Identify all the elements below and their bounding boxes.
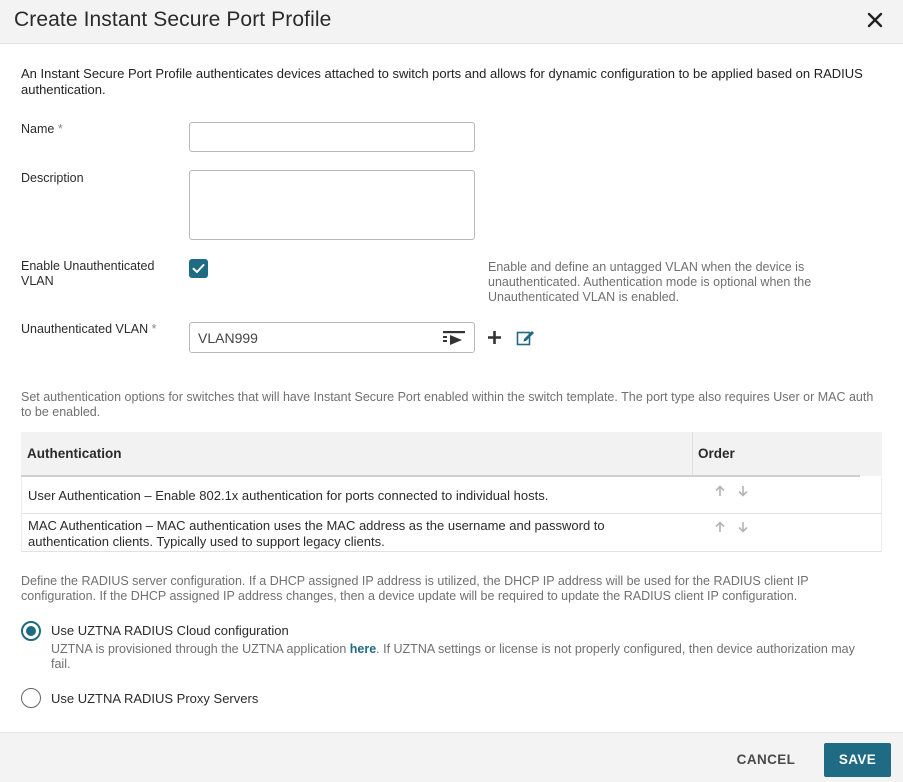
required-marker: * [57,122,63,136]
auth-table-header [21,432,882,476]
auth-table [21,432,882,552]
uztna-proxy-label[interactable]: Use UZTNA RADIUS Proxy Servers [51,691,259,706]
save-button[interactable]: SAVE [824,743,891,777]
close-icon[interactable] [865,10,885,30]
unauth-vlan-value: VLAN999 [198,330,258,346]
unauth-vlan-help: Enable and define an untagged VLAN when the device is unauthenticated. Authentication mode is optional when the Unauthenticated VLAN is enabled. [488,260,812,304]
uztna-desc-text: UZTNA is provisioned through the UZTNA application [51,642,350,656]
description-input[interactable] [189,170,475,240]
column-divider [692,432,693,476]
description-label: Description [21,171,84,185]
column-header-order: Order [698,446,735,461]
intro-text: An Instant Secure Port Profile authenticates devices attached to switch ports and allows for dynamic configuration to be applied based on RADIUS authentication. [21,66,863,97]
cancel-button[interactable]: CANCEL [736,752,796,767]
auth-intro-text: Set authentication options for switches that will have Instant Secure Port enabled within the switch template. The port type also requires User or MAC auth to be enabled. [21,390,874,419]
edit-icon[interactable] [516,329,535,346]
move-down-icon[interactable] [737,521,749,533]
name-label [21,122,63,137]
add-icon[interactable] [487,330,502,345]
table-row[interactable] [21,514,882,552]
enable-unauth-vlan-checkbox[interactable] [189,259,208,278]
order-controls [714,521,750,535]
uztna-here-link[interactable]: here [349,642,377,656]
uztna-cloud-radio[interactable] [21,621,41,641]
move-down-icon[interactable] [737,485,749,497]
column-header-authentication: Authentication [27,446,122,461]
uztna-cloud-label[interactable]: Use UZTNA RADIUS Cloud configuration [51,623,289,638]
unauth-vlan-label-text: Unauthenticated VLAN [21,322,149,336]
dialog-title: Create Instant Secure Port Profile [14,8,332,31]
dialog-footer [0,732,903,782]
auth-row-text: User Authentication – Enable 802.1x authentication for ports connected to individual hosts. [28,488,549,503]
order-controls [714,485,750,499]
required-marker: * [151,322,157,336]
uztna-proxy-radio[interactable] [21,688,41,708]
auth-row-text: MAC Authentication – MAC authentication uses the MAC address as the username and password to authentication clients. Typically used to support legacy clients. [28,518,605,549]
move-up-icon[interactable] [714,485,726,497]
list-select-icon[interactable] [442,329,466,347]
move-up-icon[interactable] [714,521,726,533]
unauth-vlan-label [21,322,157,337]
table-row[interactable] [21,477,882,514]
name-input[interactable] [189,122,475,152]
uztna-desc-text: . If UZTNA settings or license is not properly configured, then device authorization may fail. [51,642,855,671]
uztna-cloud-description [51,642,871,672]
checkmark-icon [189,259,208,278]
unauth-vlan-select[interactable] [189,322,475,353]
dialog-header [0,0,903,44]
enable-unauth-vlan-label: Enable Unauthenticated VLAN [21,259,155,288]
radius-intro-text: Define the RADIUS server configuration. If a DHCP assigned IP address is utilized, the DHCP IP address will be used for the RADIUS client IP configuration. If the DHCP assigned IP address changes, then a device update will be required to update the RADIUS client IP configuration. [21,574,809,603]
name-label-text: Name [21,122,55,136]
